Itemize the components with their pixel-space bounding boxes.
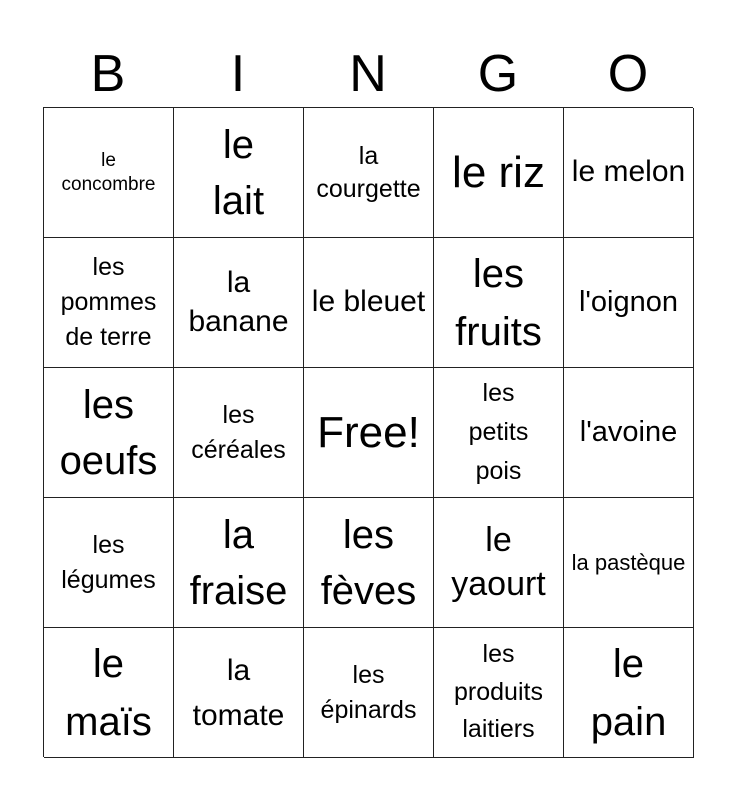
cell-label: le bleuet — [311, 285, 426, 319]
cell-label: l'oignon — [578, 285, 679, 318]
cell-label: l'avoine — [579, 415, 678, 448]
bingo-cell[interactable] — [434, 108, 564, 238]
bingo-board — [43, 107, 693, 757]
bingo-cell[interactable] — [304, 628, 434, 758]
bingo-cell[interactable] — [174, 238, 304, 368]
cell-label: le melon — [571, 155, 686, 189]
cell-label: les légumes — [61, 530, 156, 594]
cell-label: le riz — [452, 147, 545, 197]
bingo-cell[interactable] — [174, 498, 304, 628]
cell-label: la pastèque — [571, 550, 686, 575]
cell-label: Free! — [317, 407, 420, 457]
bingo-cell[interactable] — [434, 238, 564, 368]
header-letter-o: O — [607, 45, 649, 103]
bingo-cell[interactable] — [44, 498, 174, 628]
bingo-cell[interactable] — [564, 368, 694, 498]
header-letter-n: N — [349, 45, 387, 103]
bingo-cell[interactable] — [174, 108, 304, 238]
bingo-cell[interactable] — [44, 368, 174, 498]
cell-label: le lait — [212, 122, 265, 223]
header-letter-b: B — [90, 45, 126, 103]
cell-label: les oeufs — [59, 382, 158, 483]
header-letter-i: I — [230, 45, 246, 103]
bingo-cell[interactable] — [564, 498, 694, 628]
cell-label: les produits laitiers — [454, 640, 543, 744]
cell-label: la tomate — [192, 653, 285, 732]
cell-label: les pommes de terre — [60, 253, 157, 351]
cell-label: les fruits — [455, 251, 542, 354]
bingo-cell[interactable] — [434, 368, 564, 498]
bingo-cell[interactable] — [564, 108, 694, 238]
bingo-cell[interactable] — [304, 108, 434, 238]
bingo-cell[interactable] — [564, 628, 694, 758]
cell-label: les céréales — [191, 400, 286, 464]
cell-label: le pain — [590, 641, 667, 744]
cell-label: les fèves — [320, 512, 417, 613]
bingo-cell[interactable] — [434, 628, 564, 758]
bingo-cell[interactable] — [304, 498, 434, 628]
bingo-cell[interactable] — [44, 238, 174, 368]
cell-label: le concombre — [61, 150, 156, 195]
cell-label: le maïs — [65, 641, 152, 744]
bingo-cell[interactable] — [304, 368, 434, 498]
bingo-header — [43, 40, 693, 108]
cell-label: les petits pois — [468, 379, 529, 485]
bingo-cell[interactable] — [44, 628, 174, 758]
cell-label: les épinards — [320, 660, 417, 724]
cell-label: la fraise — [189, 512, 288, 613]
bingo-cell[interactable] — [304, 238, 434, 368]
bingo-cell[interactable] — [174, 368, 304, 498]
bingo-cell[interactable] — [174, 628, 304, 758]
bingo-cell[interactable] — [434, 498, 564, 628]
cell-label: le yaourt — [451, 520, 546, 603]
cell-label: la banane — [188, 266, 289, 338]
bingo-cell[interactable] — [44, 108, 174, 238]
cell-label: la courgette — [316, 142, 421, 203]
header-letter-g: G — [477, 45, 519, 103]
bingo-cell[interactable] — [564, 238, 694, 368]
